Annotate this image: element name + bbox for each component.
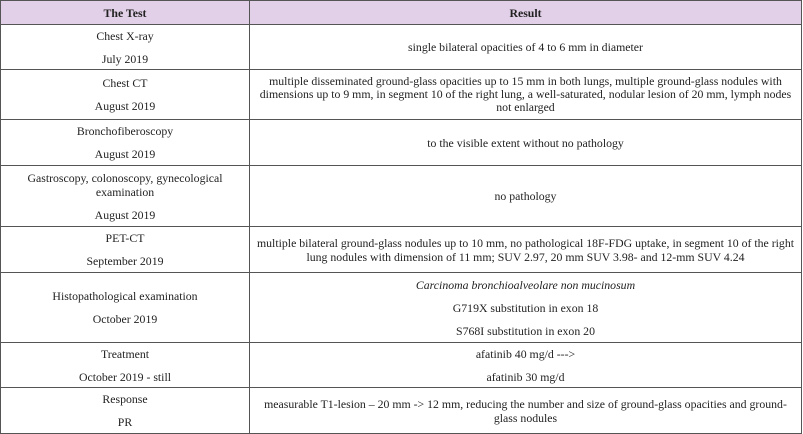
result-cell: [250, 25, 802, 70]
test-date: PR: [117, 415, 133, 429]
test-name: PET-CT: [105, 231, 145, 245]
header-result: Result: [250, 1, 802, 25]
result-cell: [250, 343, 802, 388]
test-cell: [1, 166, 250, 227]
table-row: [1, 70, 802, 120]
test-cell: [1, 70, 250, 120]
test-date: October 2019 - still: [78, 369, 172, 384]
result-text: afatinib 40 mg/d --->: [475, 346, 576, 361]
result-diagnosis: Carcinoma bronchioalveolare non mucinosum: [415, 277, 636, 292]
result-cell: [250, 70, 802, 120]
table-row: [1, 166, 802, 227]
test-cell: [1, 25, 250, 70]
test-date: August 2019: [94, 207, 156, 222]
test-date: October 2019: [92, 312, 158, 326]
test-name: Chest X-ray: [96, 28, 154, 43]
header-test: The Test: [1, 1, 250, 25]
test-date: September 2019: [86, 254, 164, 268]
result-text: no pathology: [494, 189, 557, 203]
test-date: August 2019: [94, 99, 156, 113]
table-row: [1, 120, 802, 166]
result-cell: [250, 120, 802, 166]
result-cell: [250, 227, 802, 273]
test-cell: [1, 388, 250, 434]
test-name: Gastroscopy, colonoscopy, gynecological examination: [27, 170, 223, 199]
result-mutation: G719X substitution in exon 18: [452, 300, 599, 315]
table-row: [1, 25, 802, 70]
test-name: Response: [102, 392, 148, 406]
test-name: Treatment: [100, 346, 150, 361]
result-text: to the visible extent without no pathology: [427, 135, 624, 150]
result-text: multiple bilateral ground-glass nodules up to 10 mm, no pathological 18F-FDG uptake, in segment 10 of the right lung nodules with dimension of 11 mm; SUV 2.97, 20 mm SUV 3.98- and 12-mm SUV 4.24: [256, 235, 794, 264]
result-text: multiple disseminated ground-glass opacities up to 15 mm in both lungs, multiple ground-glass nodules with dimensions up to 9 mm, in segment 10 of the right lung, a well-saturated, nodular lesion of 20 mm, lymph nodes not enlarged: [259, 74, 792, 114]
result-cell: [250, 166, 802, 227]
test-name: Chest CT: [102, 76, 148, 90]
result-text: measurable T1-lesion – 20 mm -> 12 mm, reducing the number and size of ground-glass opacities and ground-glass nodules: [264, 396, 787, 425]
test-name: Histopathological examination: [52, 289, 198, 303]
test-date: August 2019: [94, 147, 156, 161]
table-row: [1, 273, 802, 343]
test-name: Bronchofiberoscopy: [76, 124, 174, 138]
header-row: [1, 1, 802, 25]
test-cell: [1, 343, 250, 388]
result-mutation: S768I substitution in exon 20: [456, 323, 595, 338]
table-row: [1, 343, 802, 388]
result-cell: [250, 273, 802, 343]
test-cell: [1, 273, 250, 343]
result-text: single bilateral opacities of 4 to 6 mm in diameter: [408, 40, 643, 54]
table-row: [1, 227, 802, 273]
result-text: afatinib 30 mg/d: [486, 369, 565, 384]
test-cell: [1, 227, 250, 273]
result-cell: [250, 388, 802, 434]
test-cell: [1, 120, 250, 166]
table-row: [1, 388, 802, 434]
test-date: July 2019: [101, 51, 149, 66]
